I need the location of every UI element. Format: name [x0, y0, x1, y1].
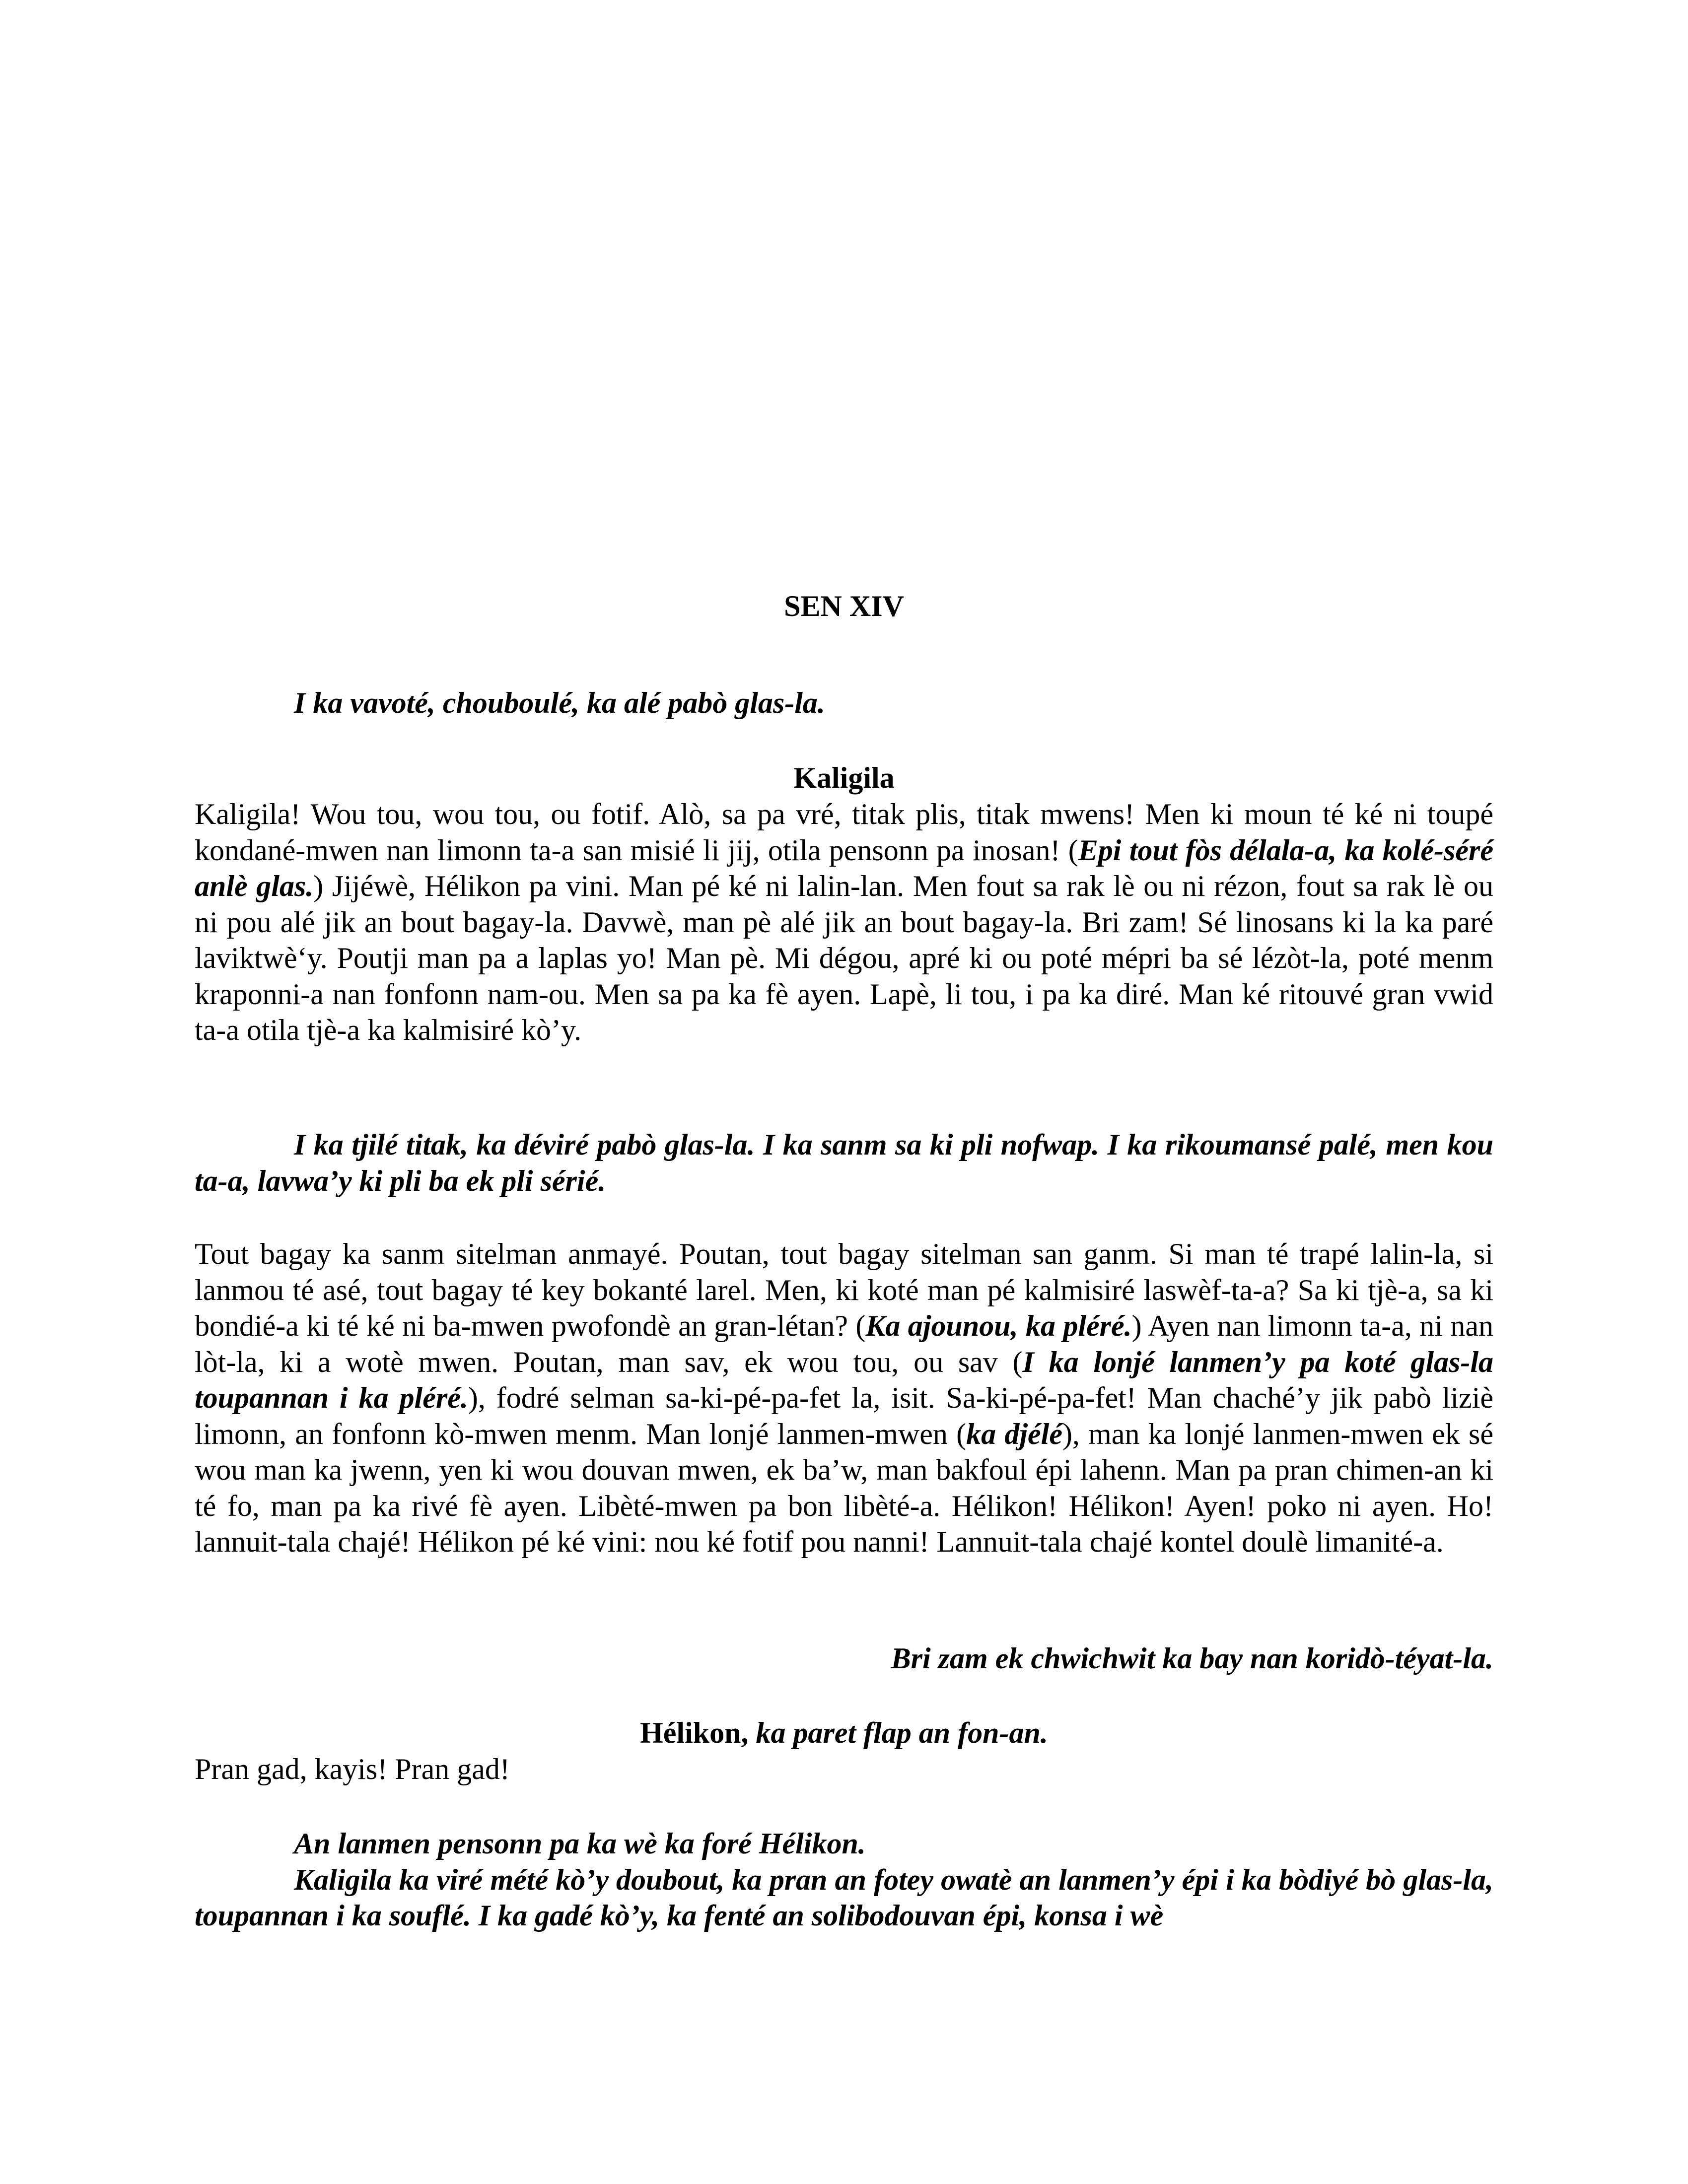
dialogue-line-block	[195, 1751, 1493, 1787]
paragraph-2-inline-direction-c: ka djélé	[966, 1417, 1062, 1450]
scene-heading-block	[195, 588, 1493, 624]
stage-direction-4: An lanmen pensonn pa ka wè ka foré Hélikon.	[294, 1827, 866, 1860]
paragraph-1-text-a: Kaligila! Wou tou, wou tou, ou fotif. Alò, sa pa vré, titak plis, titak mwens! Men ki moun té ké ni toupé kondané-mwen nan limonn ta-a san misié li jij, otila pensonn pa inosan! (	[195, 798, 1493, 867]
paragraph-1	[195, 796, 1493, 1048]
stage-direction-2: I ka tjilé titak, ka déviré pabò glas-la. I ka sanm sa ki pli nofwap. I ka rikoumansé palé, men kou ta-a, lavwa’y ki pli ba ek pli sérié.	[195, 1128, 1493, 1197]
stage-direction-1: I ka vavoté, chouboulé, ka alé pabò glas-la.	[294, 686, 825, 719]
paragraph-2-text-a: Tout bagay ka sanm sitelman anmayé. Poutan, tout bagay sitelman san ganm. Si man té trapé lalin-la, si lanmou té asé, tout bagay té key bokanté larel. Men, ki koté man pé kalmisiré laswèf-ta-a? Sa ki tjè-a, sa ki bondié-a ki té ké ni ba-mwen pwofondè an gran-létan? (	[195, 1237, 1493, 1342]
speaker-name-kaligila: Kaligila	[793, 761, 895, 794]
speaker-direction-helikon: ka paret flap an fon-an.	[748, 1716, 1048, 1749]
scene-title: SEN XIV	[784, 590, 904, 622]
speaker-heading-helikon	[195, 1715, 1493, 1751]
stage-direction-3: Bri zam ek chwichwit ka bay nan koridò-téyat-la.	[891, 1642, 1493, 1675]
paragraph-2-inline-direction-a: Ka ajounou, ka pléré.	[865, 1309, 1132, 1342]
stage-direction-block-1	[195, 685, 1493, 721]
paragraph-2-text-d: ), man ka lonjé lanmen-mwen ek sé wou man ka jwenn, yen ki wou douvan mwen, ek ba’w, man bakfoul épi lahenn. Man pa pran chimen-an ki té fo, man pa ka rivé fè ayen. Libèté-mwen pa bon libèté-a. Hélikon! Hélikon! Ayen! poko ni ayen. Ho! lannuit-tala chajé! Hélikon pé ké vini: nou ké fotif pou nanni! Lannuit-tala chajé kontel doulè limanité-a.	[195, 1417, 1493, 1558]
speaker-block-2	[195, 1715, 1493, 1751]
speaker-block-1	[195, 760, 1493, 796]
stage-direction-block-3	[195, 1640, 1493, 1677]
paragraph-1-text-b: ) Jijéwè, Hélikon pa vini. Man pé ké ni lalin-lan. Men fout sa rak lè ou ni rézon, fout sa rak lè ou ni pou alé jik an bout bagay-la. Davwè, man pè alé jik an bout bagay-la. Bri zam! Sé linosans ki la ka paré laviktwè‘y. Poutji man pa a laplas yo! Man pè. Mi dégou, apré ki ou poté mépri ba sé lézòt-la, poté menm kraponni-a nan fonfonn nam-ou. Men sa pa ka fè ayen. Lapè, li tou, i pa ka diré. Man ké ritouvé gran vwid ta-a otila tjè-a ka kalmisiré kò’y.	[195, 870, 1493, 1046]
paragraph-2	[195, 1236, 1493, 1560]
monologue-paragraph-1	[195, 796, 1493, 1048]
monologue-paragraph-2	[195, 1236, 1493, 1560]
paragraph-2-text-b: ) Ayen nan limonn ta-a, ni nan lòt-la, ki a wotè mwen. Poutan, man sav, ek wou tou, ou sav (	[195, 1309, 1493, 1378]
paragraph-1-inline-direction: Epi tout fòs délala-a, ka kolé-séré anlè glas.	[195, 833, 1494, 902]
speaker-name-helikon: Hélikon,	[640, 1716, 749, 1749]
stage-direction-block-4	[195, 1826, 1493, 1934]
paragraph-2-text-c: ), fodré selman sa-ki-pé-pa-fet la, isit. Sa-ki-pé-pa-fet! Man chaché’y jik pabò liziè limonn, an fonfonn kò-mwen menm. Man lonjé lanmen-mwen (	[195, 1381, 1494, 1450]
dialogue-line-helikon: Pran gad, kayis! Pran gad!	[195, 1753, 510, 1785]
paragraph-2-inline-direction-b: I ka lonjé lanmen’y pa koté glas-la toupannan i ka pléré.	[195, 1345, 1493, 1414]
stage-direction-block-2	[195, 1127, 1493, 1199]
stage-direction-5: Kaligila ka viré mété kò’y doubout, ka pran an fotey owatè an lanmen’y épi i ka bòdiyé bò glas-la, toupannan i ka souflé. I ka gadé kò’y, ka fenté an solibodouvan épi, konsa i wè	[195, 1863, 1493, 1932]
